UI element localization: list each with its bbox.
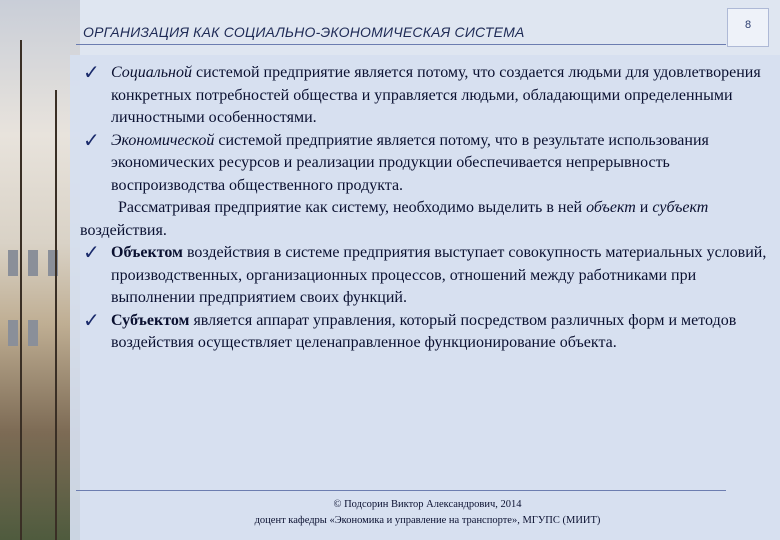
building-window [8,250,18,276]
bullet-text: является аппарат управления, который посредством различных форм и методов воздействия осуществляет целенаправленное функционирование объекта. [111,311,737,351]
paragraph-text: Рассматривая предприятие как систему, необходимо выделить в ней [118,199,587,216]
footer-copyright: © Подсорин Виктор Александрович, 2014 [333,499,522,510]
page-number: 8 [744,19,752,31]
background-building-photo [0,0,80,540]
footer-divider [76,490,726,491]
footer-author-position: доцент кафедры «Экономика и управление на транспорте», МГУПС (МИИТ) [254,515,601,526]
term-economic: Экономической [111,131,215,149]
building-window [28,320,38,346]
slide-content [80,62,775,355]
paragraph-text: и [635,199,653,216]
checkmark-icon: ✓ [83,307,100,332]
term-object-bold: Объектом [111,244,183,261]
building-window [8,320,18,346]
paragraph-object-subject [80,197,775,242]
bullet-social [80,62,775,130]
bullet-subject [80,307,775,355]
term-social: Социальной [111,64,192,81]
term-subject: субъект [652,199,709,216]
tree-trunk [20,40,22,540]
checkmark-icon: ✓ [83,240,100,264]
bullet-object [80,242,775,310]
bullet-text: системой предприятие является потому, что создается людьми для удовлетворения конкретных потребностей общества и управляется людьми, обладающими определенными личностными особенностями. [111,64,761,126]
paragraph-text: воздействия. [80,221,167,239]
term-object: объект [586,199,636,216]
page-number-box [727,8,769,47]
checkmark-icon: ✓ [83,60,100,84]
checkmark-icon: ✓ [83,127,100,152]
bullet-text: системой предприятие является потому, что в результате использования экономических ресурсов и реализации продукции обеспечивается непрерывность воспроизводства общественного продукта. [111,131,709,194]
bullet-text: воздействия в системе предприятия выступает совокупность материальных условий, производственных, организационных процессов, отношений между работниками при выполнении предприятием своих функций. [111,244,767,306]
footer [80,497,775,529]
bullet-economic [80,127,775,198]
term-subject-bold: Субъектом [111,311,190,329]
slide-title: ОРГАНИЗАЦИЯ КАК СОЦИАЛЬНО-ЭКОНОМИЧЕСКАЯ СИСТЕМА [83,24,525,40]
building-window [28,250,38,276]
title-divider [76,44,726,45]
tree-trunk [55,90,57,540]
